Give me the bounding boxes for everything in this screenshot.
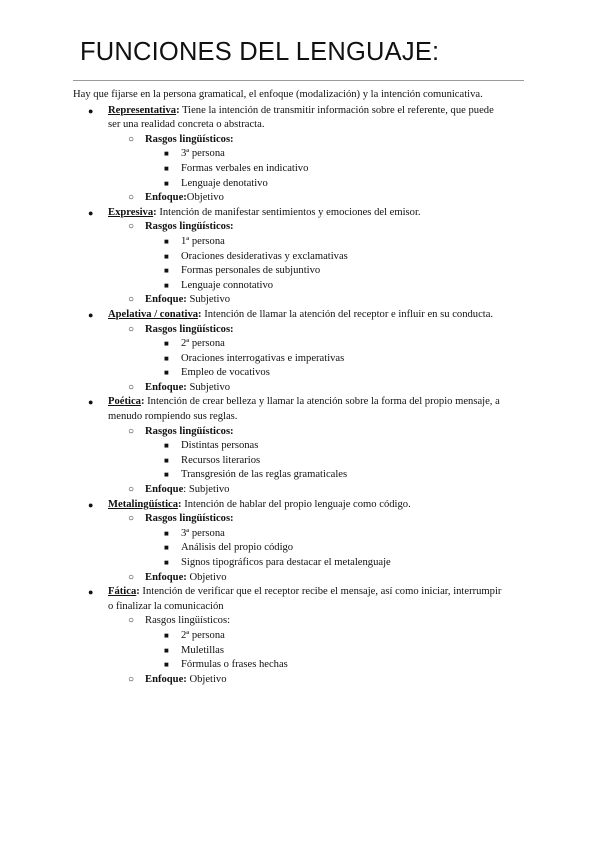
bullet-disc-icon: ● — [88, 397, 94, 408]
rasgo-item — [73, 264, 525, 279]
rasgo-text: Oraciones interrogativas e imperativas — [181, 352, 345, 364]
rasgos-heading — [73, 133, 525, 148]
rasgo-text: Análisis del propio código — [181, 542, 294, 554]
rasgo-item — [73, 468, 525, 483]
rasgo-item — [73, 527, 525, 542]
bullet-circle-icon: ○ — [128, 323, 135, 335]
bullet-circle-icon: ○ — [128, 294, 135, 306]
rasgo-text: Formas verbales en indicativo — [181, 162, 309, 174]
bullet-square-icon: ■ — [164, 558, 169, 567]
bullet-square-icon: ■ — [164, 149, 169, 159]
bullet-circle-icon: ○ — [128, 381, 135, 393]
rasgo-text: Lenguaje connotativo — [181, 279, 274, 291]
function-description-continued: ser una realidad concreta o abstracta. — [108, 119, 265, 131]
function-name: Poética — [108, 396, 141, 408]
bullet-square-icon: ■ — [164, 368, 169, 378]
rasgo-item — [73, 177, 525, 192]
bullet-square-icon: ■ — [164, 543, 169, 553]
rasgo-text: Oraciones desiderativas y exclamativas — [181, 250, 348, 262]
enfoque-label: Enfoque: — [145, 192, 187, 204]
enfoque-label: Enfoque: — [145, 381, 187, 393]
rasgo-item — [73, 162, 525, 177]
enfoque-line — [73, 571, 525, 586]
function-description: Intención de verificar que el receptor recibe el mensaje, así como iniciar, interrumpir — [139, 586, 502, 598]
rasgos-heading — [73, 512, 525, 527]
rasgos-label: Rasgos lingüísticos: — [145, 425, 234, 437]
bullet-square-icon: ■ — [164, 251, 169, 261]
function-name-colon: : — [176, 104, 180, 116]
rasgo-text: Muletillas — [181, 644, 224, 656]
bullet-square-icon: ■ — [164, 353, 169, 363]
bullet-square-icon: ■ — [164, 339, 169, 349]
rasgo-item — [73, 250, 525, 265]
rasgo-item — [73, 352, 525, 367]
enfoque-line — [73, 673, 525, 688]
rasgo-text: Empleo de vocativos — [181, 367, 270, 379]
function-name-colon: : — [198, 308, 202, 320]
rasgos-heading — [73, 614, 525, 629]
bullet-circle-icon: ○ — [128, 221, 135, 233]
rasgos-heading — [73, 425, 525, 440]
rasgo-item — [73, 658, 525, 673]
function-name: Representativa — [108, 104, 177, 116]
bullet-disc-icon: ● — [88, 587, 94, 598]
rasgos-heading — [73, 220, 525, 235]
enfoque-value: : Subjetivo — [183, 484, 230, 496]
bullet-square-icon: ■ — [164, 266, 169, 276]
rasgo-text: Recursos literarios — [181, 454, 261, 466]
rasgo-item — [73, 439, 525, 454]
function-item-poetica — [73, 395, 525, 410]
rasgos-label: Rasgos lingüísticos: — [145, 615, 231, 627]
rasgos-heading — [73, 323, 525, 338]
rasgo-text: 1ª persona — [181, 235, 225, 247]
rasgo-item — [73, 454, 525, 469]
rasgo-text: 3ª persona — [181, 148, 225, 160]
bullet-square-icon: ■ — [164, 470, 169, 480]
bullet-square-icon: ■ — [164, 455, 169, 465]
rasgo-text: 2ª persona — [181, 338, 225, 350]
function-name: Metalingüística — [108, 498, 179, 510]
function-name: Expresiva — [108, 206, 154, 218]
enfoque-line — [73, 191, 525, 206]
bullet-circle-icon: ○ — [128, 571, 135, 583]
enfoque-label: Enfoque: — [145, 571, 187, 583]
function-name: Apelativa / conativa — [108, 308, 199, 320]
function-name-colon: : — [178, 498, 182, 510]
bullet-square-icon: ■ — [164, 630, 169, 640]
rasgo-text: Distintas personas — [181, 440, 259, 452]
enfoque-value: Objetivo — [186, 192, 224, 204]
function-description: Intención de crear belleza y llamar la atención sobre la forma del propio mensaje, a — [144, 396, 500, 408]
rasgos-label: Rasgos lingüísticos: — [145, 323, 234, 335]
rasgo-item — [73, 644, 525, 659]
rasgo-text: Transgresión de las reglas gramaticales — [181, 469, 348, 481]
rasgo-text: 3ª persona — [181, 527, 225, 539]
function-description-continued: menudo rompiendo sus reglas. — [108, 411, 238, 423]
function-name-colon: : — [136, 586, 140, 598]
enfoque-label: Enfoque — [145, 484, 184, 496]
bullet-square-icon: ■ — [164, 280, 169, 290]
bullet-square-icon: ■ — [164, 178, 169, 188]
enfoque-value: Subjetivo — [186, 294, 231, 306]
rasgo-item — [73, 556, 525, 571]
bullet-circle-icon: ○ — [128, 192, 135, 204]
page-title: FUNCIONES DEL LENGUAJE: — [80, 38, 440, 66]
rasgo-item — [73, 147, 525, 162]
enfoque-line — [73, 483, 525, 498]
bullet-circle-icon: ○ — [128, 513, 135, 525]
rasgo-item — [73, 366, 525, 381]
bullet-disc-icon: ● — [88, 499, 94, 510]
rasgos-label: Rasgos lingüísticos: — [145, 221, 234, 233]
bullet-disc-icon: ● — [88, 207, 94, 218]
enfoque-line — [73, 293, 525, 308]
enfoque-value: Subjetivo — [186, 381, 231, 393]
function-description: Intención de llamar la atención del receptor e influir en su conducta. — [201, 308, 494, 320]
function-description: Intención de hablar del propio lenguaje como código. — [181, 498, 411, 510]
rasgo-item — [73, 279, 525, 294]
rasgos-label: Rasgos lingüísticos: — [145, 133, 234, 145]
rasgo-text: Fórmulas o frases hechas — [181, 659, 288, 671]
bullet-square-icon: ■ — [164, 528, 169, 538]
rasgo-item — [73, 235, 525, 250]
function-name: Fática — [108, 586, 137, 598]
rasgo-text: Lenguaje denotativo — [181, 177, 268, 189]
document-body — [73, 88, 525, 687]
function-description: Intención de manifestar sentimientos y emociones del emisor. — [156, 206, 421, 218]
bullet-square-icon: ■ — [164, 441, 169, 451]
enfoque-line — [73, 381, 525, 396]
bullet-disc-icon: ● — [88, 105, 94, 116]
function-item-metalinguistica — [73, 498, 525, 513]
bullet-square-icon: ■ — [164, 163, 169, 173]
function-name-colon: : — [140, 396, 145, 408]
enfoque-value: Objetivo — [186, 673, 227, 685]
bullet-circle-icon: ○ — [128, 133, 135, 145]
enfoque-label: Enfoque: — [145, 673, 187, 685]
function-description: Tiene la intención de transmitir información sobre el referente, que puede — [179, 104, 494, 116]
function-item-apelativa-conativa — [73, 308, 525, 323]
rasgos-label: Rasgos lingüísticos: — [145, 513, 234, 525]
rasgo-item — [73, 541, 525, 556]
rasgo-item — [73, 629, 525, 644]
rasgo-text: Formas personales de subjuntivo — [181, 265, 321, 277]
bullet-circle-icon: ○ — [128, 425, 135, 437]
title-divider — [73, 80, 524, 81]
function-name-colon: : — [153, 206, 157, 218]
bullet-circle-icon: ○ — [128, 673, 135, 685]
function-item-representativa — [73, 104, 525, 119]
function-item-fatica — [73, 585, 525, 600]
bullet-square-icon: ■ — [164, 236, 169, 246]
bullet-square-icon: ■ — [164, 645, 169, 655]
function-item-expresiva — [73, 206, 525, 221]
enfoque-value: Objetivo — [186, 571, 227, 583]
bullet-circle-icon: ○ — [128, 615, 135, 627]
rasgo-item — [73, 337, 525, 352]
bullet-square-icon: ■ — [164, 660, 169, 670]
rasgo-text: Signos tipográficos para destacar el metalenguaje — [181, 557, 391, 568]
enfoque-label: Enfoque: — [145, 294, 187, 306]
intro-paragraph: Hay que fijarse en la persona gramatical, el enfoque (modalización) y la intención comunicativa. — [73, 89, 483, 100]
bullet-disc-icon: ● — [88, 309, 94, 320]
rasgo-text: 2ª persona — [181, 629, 225, 641]
function-description-continued: o finalizar la comunicación — [108, 600, 224, 612]
bullet-circle-icon: ○ — [128, 484, 135, 496]
